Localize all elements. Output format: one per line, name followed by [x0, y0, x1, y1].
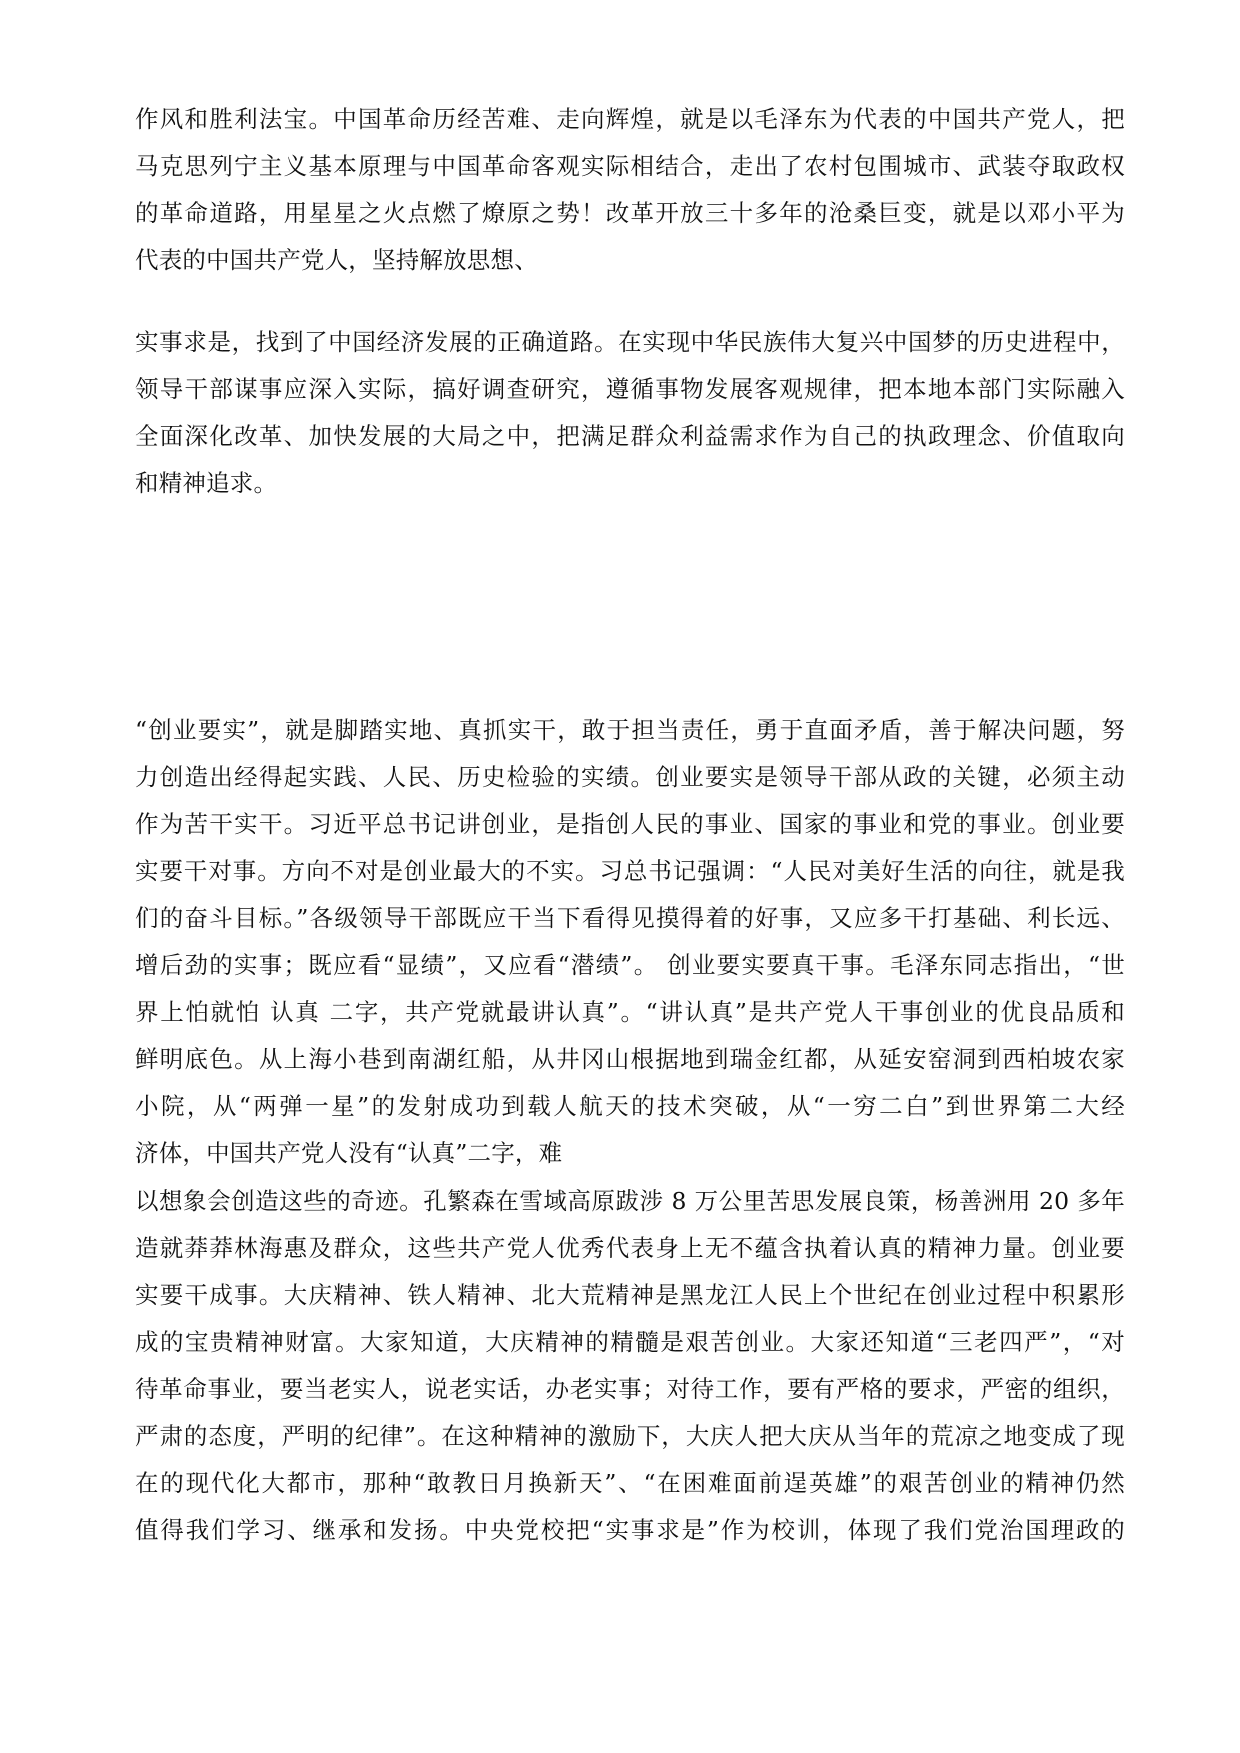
text-line: 小院，从“两弹一星”的发射成功到载人航天的技术突破，从“一穷二白”到世界第二大经 — [135, 1092, 1125, 1120]
text-line: 们的奋斗目标。”各级领导干部既应干当下看得见摸得着的好事，又应多干打基础、利长远、 — [135, 904, 1125, 932]
text-line: 作为苦干实干。习近平总书记讲创业，是指创人民的事业、国家的事业和党的事业。创业要 — [135, 810, 1125, 838]
paragraph-2 — [135, 319, 1125, 507]
text-line: 值得我们学习、继承和发扬。中央党校把“实事求是”作为校训，体现了我们党治国理政的 — [135, 1516, 1125, 1544]
text-line: 全面深化改革、加快发展的大局之中，把满足群众利益需求作为自己的执政理念、价值取向 — [135, 422, 1125, 450]
text-line: 增后劲的实事；既应看“显绩”，又应看“潜绩”。 创业要实要真干事。毛泽东同志指出，“世 — [135, 951, 1125, 979]
text-line: 和精神追求。 — [135, 469, 278, 497]
text-line: 马克思列宁主义基本原理与中国革命客观实际相结合，走出了农村包围城市、武装夺取政权 — [135, 152, 1125, 180]
paragraph-4 — [135, 1178, 1125, 1554]
text-line: “创业要实”，就是脚踏实地、真抓实干，敢于担当责任，勇于直面矛盾，善于解决问题，努 — [135, 716, 1125, 744]
text-line: 界上怕就怕 认真 二字，共产党就最讲认真”。“讲认真”是共产党人干事创业的优良品质和 — [135, 998, 1125, 1026]
text-line: 待革命事业，要当老实人，说老实话，办老实事；对待工作，要有严格的要求，严密的组织， — [135, 1375, 1125, 1403]
text-line: 造就莽莽林海惠及群众，这些共产党人优秀代表身上无不蕴含执着认真的精神力量。创业要 — [135, 1234, 1125, 1262]
text-line: 实事求是，找到了中国经济发展的正确道路。在实现中华民族伟大复兴中国梦的历史进程中， — [135, 328, 1125, 356]
text-line: 作风和胜利法宝。中国革命历经苦难、走向辉煌，就是以毛泽东为代表的中国共产党人，把 — [135, 105, 1125, 133]
text-line: 领导干部谋事应深入实际，搞好调查研究，遵循事物发展客观规律，把本地本部门实际融入 — [135, 375, 1125, 403]
text-line: 力创造出经得起实践、人民、历史检验的实绩。创业要实是领导干部从政的关键，必须主动 — [135, 763, 1125, 791]
text-line: 严肃的态度，严明的纪律”。在这种精神的激励下，大庆人把大庆从当年的荒凉之地变成了现 — [135, 1422, 1125, 1450]
text-line: 实要干对事。方向不对是创业最大的不实。习总书记强调：“人民对美好生活的向往，就是我 — [135, 857, 1125, 885]
text-line: 济体，中国共产党人没有“认真”二字，难 — [135, 1139, 563, 1167]
text-line: 代表的中国共产党人，坚持解放思想、 — [135, 246, 538, 274]
text-line: 鲜明底色。从上海小巷到南湖红船，从井冈山根据地到瑞金红都，从延安窑洞到西柏坡农家 — [135, 1045, 1125, 1073]
paragraph-3 — [135, 707, 1125, 1177]
text-line: 成的宝贵精神财富。大家知道，大庆精神的精髓是艰苦创业。大家还知道“三老四严”，“对 — [135, 1328, 1125, 1356]
text-line: 在的现代化大都市，那种“敢教日月换新天”、“在困难面前逞英雄”的艰苦创业的精神仍然 — [135, 1469, 1125, 1497]
text-line: 实要干成事。大庆精神、铁人精神、北大荒精神是黑龙江人民上个世纪在创业过程中积累形 — [135, 1281, 1125, 1309]
text-line: 的革命道路，用星星之火点燃了燎原之势！改革开放三十多年的沧桑巨变，就是以邓小平为 — [135, 199, 1125, 227]
text-line: 以想象会创造这些的奇迹。孔繁森在雪域高原跋涉 8 万公里苦思发展良策，杨善洲用 20 多年 — [135, 1187, 1125, 1215]
paragraph-1 — [135, 96, 1125, 284]
